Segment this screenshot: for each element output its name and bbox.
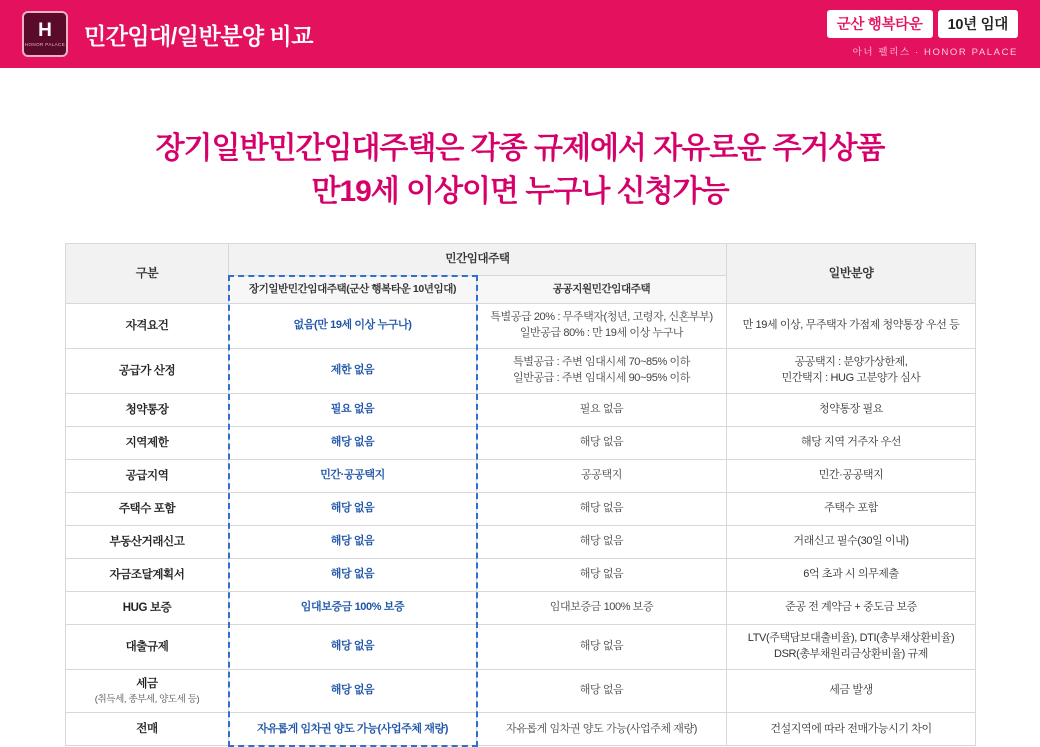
cell-longterm-private-rental: 필요 없음 [229,394,477,427]
cell-public-supported-rental: 해당 없음 [477,526,727,559]
cell-general-sale: 세금 발생 [727,670,976,713]
cell-general-sale: 청약통장 필요 [727,394,976,427]
table-row [66,460,976,493]
header-brand-block [827,10,1018,58]
cell-longterm-private-rental: 해당 없음 [229,427,477,460]
row-label: 청약통장 [66,394,229,427]
cell-general-sale: 6억 초과 시 의무제출 [727,559,976,592]
cell-general-sale: 거래신고 필수(30일 이내) [727,526,976,559]
crest-letter: H [38,20,52,41]
comparison-table [65,243,976,746]
cell-public-supported-rental: 임대보증금 100% 보증 [477,592,727,625]
cell-public-supported-rental: 해당 없음 [477,670,727,713]
row-label: 전매 [66,713,229,746]
table-row [66,713,976,746]
headline-line-1: 장기일반민간임대주택은 각종 규제에서 자유로운 주거상품 [155,132,885,165]
cell-longterm-private-rental: 해당 없음 [229,493,477,526]
comparison-table-wrap [0,243,1040,746]
th-general-sale: 일반분양 [727,244,976,304]
headline-line-2: 만19세 이상이면 누구나 신청가능 [311,174,729,208]
row-label: 자금조달계획서 [66,559,229,592]
table-head [66,244,976,304]
cell-longterm-private-rental: 해당 없음 [229,559,477,592]
cell-public-supported-rental: 공공택지 [477,460,727,493]
table-row [66,670,976,713]
row-label: 주택수 포함 [66,493,229,526]
table-row [66,526,976,559]
th-group-private-rental: 민간임대주택 [229,244,727,276]
row-label: 대출규제 [66,625,229,670]
row-label: 세금 (취득세, 종부세, 양도세 등) [66,670,229,713]
table-row [66,349,976,394]
cell-public-supported-rental: 해당 없음 [477,559,727,592]
cell-public-supported-rental: 특별공급 20% : 무주택자(청년, 고령자, 신혼부부) 일반공급 80% : 만 19세 이상 누구나 [477,304,727,349]
cell-general-sale: 해당 지역 거주자 우선 [727,427,976,460]
page-title: 민간임대/일반분양 비교 [84,22,313,49]
table-row [66,592,976,625]
table-row [66,493,976,526]
header-badges [827,10,1018,38]
cell-public-supported-rental: 해당 없음 [477,427,727,460]
brand-subtitle: 아너 펠리스 · HONOR PALACE [852,47,1018,58]
cell-longterm-private-rental: 제한 없음 [229,349,477,394]
row-label: 지역제한 [66,427,229,460]
cell-public-supported-rental: 해당 없음 [477,493,727,526]
cell-general-sale: 만 19세 이상, 무주택자 가점제 청약통장 우선 등 [727,304,976,349]
row-label: 공급지역 [66,460,229,493]
cell-general-sale: 주택수 포함 [727,493,976,526]
cell-longterm-private-rental: 없음(만 19세 이상 누구나) [229,304,477,349]
table-row [66,427,976,460]
row-label: 공급가 산정 [66,349,229,394]
table-row [66,304,976,349]
cell-longterm-private-rental: 자유롭게 임차권 양도 가능(사업주체 재량) [229,713,477,746]
cell-longterm-private-rental: 해당 없음 [229,526,477,559]
th-longterm-private-rental: 장기일반민간임대주택(군산 행복타운 10년임대) [229,276,477,304]
badge-lease-term: 10년 임대 [938,10,1018,38]
cell-public-supported-rental: 필요 없음 [477,394,727,427]
cell-general-sale: 공공택지 : 분양가상한제, 민간택지 : HUG 고분양가 심사 [727,349,976,394]
cell-public-supported-rental: 자유롭게 임차권 양도 가능(사업주체 재량) [477,713,727,746]
row-label: 부동산거래신고 [66,526,229,559]
cell-public-supported-rental: 해당 없음 [477,625,727,670]
brand-logo [22,11,68,57]
cell-longterm-private-rental: 임대보증금 100% 보증 [229,592,477,625]
badge-project-name: 군산 행복타운 [827,10,933,38]
cell-longterm-private-rental: 해당 없음 [229,625,477,670]
table-row [66,394,976,427]
cell-general-sale: 건설지역에 따라 전매가능시기 차이 [727,713,976,746]
cell-longterm-private-rental: 민간·공공택지 [229,460,477,493]
headline [0,128,1040,213]
crest-sublabel: HONOR PALACE [24,42,66,47]
th-category: 구분 [66,244,229,304]
row-label: HUG 보증 [66,592,229,625]
table-row [66,625,976,670]
table-body [66,304,976,746]
row-label-sub: (취득세, 종부세, 양도세 등) [94,693,200,705]
cell-longterm-private-rental: 해당 없음 [229,670,477,713]
row-label: 자격요건 [66,304,229,349]
cell-general-sale: LTV(주택담보대출비율), DTI(총부채상환비율) DSR(총부채원리금상환비율) 규제 [727,625,976,670]
cell-public-supported-rental: 특별공급 : 주변 임대시세 70~85% 이하 일반공급 : 주변 임대시세 90~95% 이하 [477,349,727,394]
table-row [66,559,976,592]
cell-general-sale: 민간·공공택지 [727,460,976,493]
page-header [0,0,1040,68]
th-public-supported-rental: 공공지원민간임대주택 [477,276,727,304]
cell-general-sale: 준공 전 계약금 + 중도금 보증 [727,592,976,625]
